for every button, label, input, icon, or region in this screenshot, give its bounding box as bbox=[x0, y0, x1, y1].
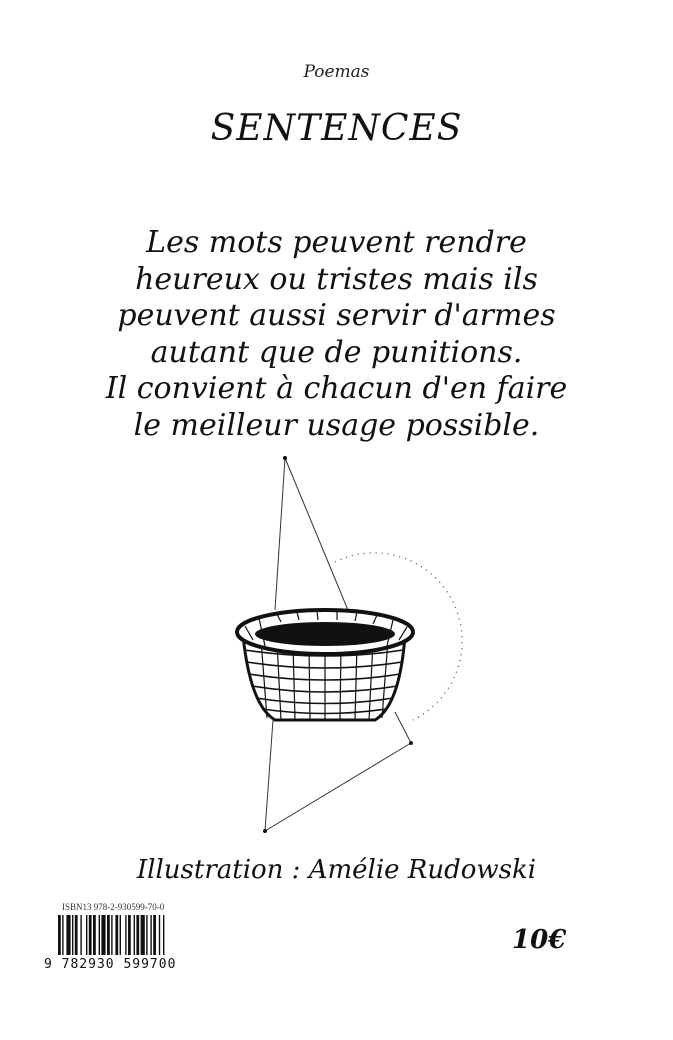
poem-text bbox=[60, 225, 613, 444]
barcode-bar bbox=[153, 915, 156, 955]
barcode-bar bbox=[93, 915, 96, 955]
barcode-bar bbox=[134, 915, 135, 955]
barcode-bar bbox=[146, 915, 147, 955]
poem-line: Les mots peuvent rendre bbox=[146, 225, 527, 260]
illustration-credit: Illustration : Amélie Rudowski bbox=[136, 855, 537, 885]
barcode bbox=[58, 915, 218, 955]
barcode-bar bbox=[141, 915, 145, 955]
barcode-bar bbox=[107, 915, 110, 955]
barcode-bar bbox=[101, 915, 105, 955]
barcode-bar bbox=[58, 915, 61, 955]
barcode-bar bbox=[80, 915, 81, 955]
book-title: SENTENCES bbox=[210, 108, 463, 149]
poem-line: autant que de punitions. bbox=[150, 334, 523, 370]
barcode-bar bbox=[159, 915, 160, 955]
barcode-bar bbox=[115, 915, 118, 955]
poem-line: Il convient à chacun d'en faire bbox=[105, 371, 568, 406]
barcode-bar bbox=[66, 915, 70, 955]
barcode-bar bbox=[86, 915, 87, 955]
price-label: 10€ bbox=[512, 925, 567, 955]
poem-line: heureux ou tristes mais ils bbox=[135, 261, 538, 297]
barcode-bar bbox=[75, 915, 78, 955]
barcode-bar bbox=[111, 915, 112, 955]
barcode-bar bbox=[163, 915, 164, 955]
barcode-bar bbox=[72, 915, 73, 955]
poem-line: peuvent aussi servir d'armes bbox=[117, 298, 556, 333]
woven-basket-icon bbox=[237, 610, 413, 720]
barcode-bar bbox=[128, 915, 131, 955]
barcode-bar bbox=[136, 915, 139, 955]
barcode-bar bbox=[150, 915, 151, 955]
barcode-digits: 9 782930 599700 bbox=[44, 957, 177, 972]
barcode-bar bbox=[89, 915, 92, 955]
basket-illustration bbox=[225, 450, 485, 840]
barcode-bar bbox=[99, 915, 100, 955]
barcode-bar bbox=[62, 915, 63, 955]
barcode-bar bbox=[125, 915, 126, 955]
genre-label: Poemas bbox=[303, 62, 370, 82]
poem-line: le meilleur usage possible. bbox=[133, 407, 540, 443]
barcode-bar bbox=[120, 915, 121, 955]
isbn-label: ISBN13 978-2-930599-70-0 bbox=[62, 902, 165, 912]
